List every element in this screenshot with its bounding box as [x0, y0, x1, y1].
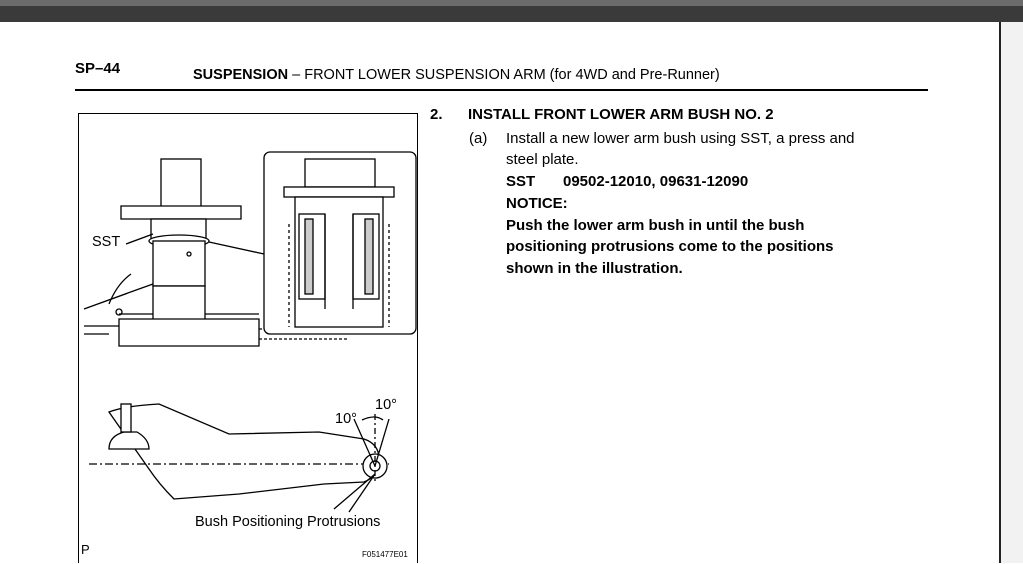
notice-line-1: Push the lower arm bush in until the bush [506, 217, 805, 234]
notice-label: NOTICE: [506, 195, 568, 212]
notice-line-2: positioning protrusions come to the positions [506, 238, 834, 255]
step-title: INSTALL FRONT LOWER ARM BUSH NO. 2 [468, 106, 774, 123]
page-id: SP–44 [75, 60, 121, 77]
illustration-frame [78, 113, 418, 563]
viewer-background [1001, 22, 1023, 563]
instruction-line-2: steel plate. [506, 151, 579, 168]
figure-code: F051477E01 [362, 550, 408, 559]
section-title-separator: – [288, 67, 305, 83]
angle-label-right: 10° [375, 397, 397, 413]
sst-label-text: SST [506, 173, 536, 190]
section-title [193, 67, 720, 83]
sub-step-label: (a) [469, 130, 488, 147]
corner-mark: P [81, 542, 90, 557]
instruction-line-1: Install a new lower arm bush using SST, a press and [506, 130, 855, 147]
section-title-rest: FRONT LOWER SUSPENSION ARM (for 4WD and Pre-Runner) [304, 67, 720, 83]
sst-label: SST [92, 234, 121, 250]
window-top-highlight [0, 0, 1023, 6]
section-title-bold: SUSPENSION [193, 67, 289, 83]
header-rule [75, 89, 928, 91]
figure-caption: Bush Positioning Protrusions [195, 514, 381, 530]
angle-label-left: 10° [335, 411, 357, 427]
step-number: 2. [430, 106, 443, 123]
illustration-drawing [79, 114, 419, 564]
sst-values: 09502-12010, 09631-12090 [563, 173, 749, 190]
notice-line-3: shown in the illustration. [506, 260, 683, 277]
